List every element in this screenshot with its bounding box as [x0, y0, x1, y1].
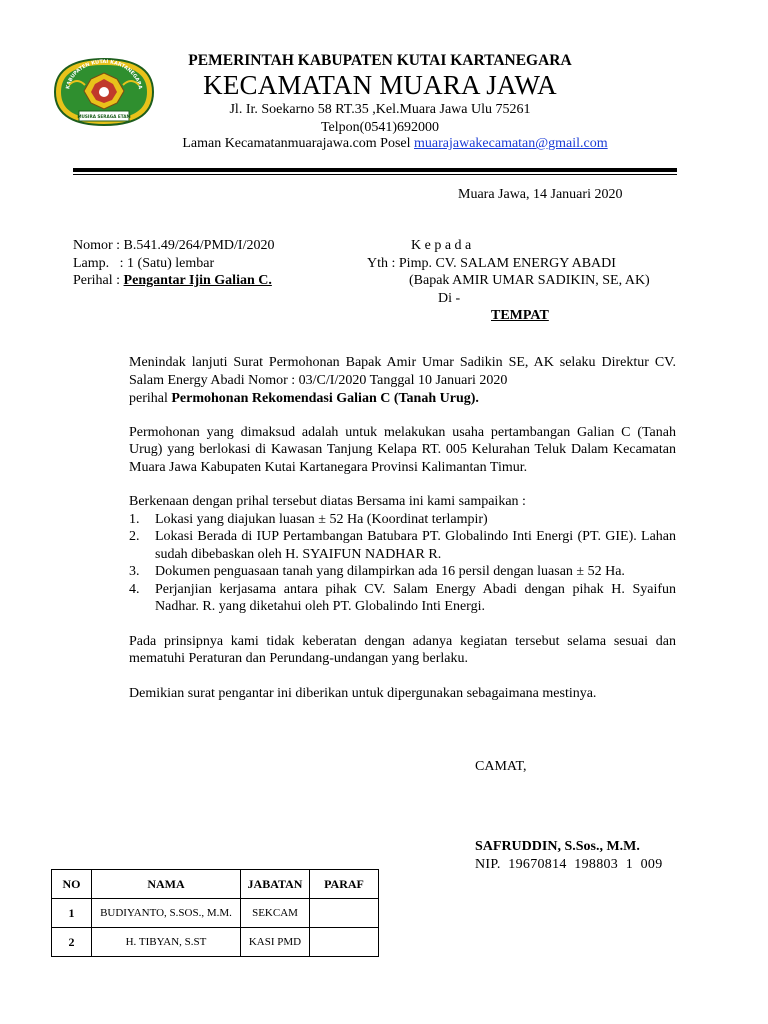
letterhead-government: PEMERINTAH KABUPATEN KUTAI KARTANEGARA — [188, 52, 572, 69]
table-header-row — [52, 870, 379, 899]
list-item-text: Dokumen penguasaan tanah yang dilampirkan ada 16 persil dengan luasan ± 52 Ha. — [155, 564, 625, 579]
list-item-number: 1. — [129, 511, 140, 527]
signature-name: SAFRUDDIN, S.Sos., M.M. — [475, 839, 640, 854]
cell-nama: BUDIYANTO, S.SOS., M.M. — [92, 899, 241, 928]
paraf-table — [51, 869, 379, 957]
cell-nama: H. TIBYAN, S.ST — [92, 928, 241, 957]
signature-nip: NIP. 19670814 198803 1 009 — [475, 857, 663, 872]
recipient-place: TEMPAT — [491, 308, 549, 323]
subject-label: Perihal : — [73, 273, 124, 288]
letterhead-phone: Telpon(0541)692000 — [320, 120, 439, 135]
letterhead-district: KECAMATAN MUARA JAWA — [203, 70, 557, 100]
list-item-number: 2. — [129, 529, 140, 544]
cell-no: 1 — [52, 899, 92, 928]
request-subject: Permohonan Rekomendasi Galian C (Tanah Urug). — [171, 391, 479, 406]
logo-bottom-text: MUSIRA SERAGA ETAM — [77, 114, 131, 119]
list-item — [129, 511, 676, 529]
letter-subject — [73, 272, 274, 290]
email-link[interactable]: muarajawakecamatan@gmail.com — [414, 136, 608, 151]
letterhead-web: Laman Kecamatanmuarajawa.com Posel — [182, 136, 415, 151]
recipient-yth: Yth : Pimp. CV. SALAM ENERGY ABADI — [367, 255, 616, 271]
list-item-number: 4. — [129, 581, 140, 597]
recipient-di: Di - — [438, 290, 461, 306]
signature-title: CAMAT, — [475, 759, 527, 774]
column-header-jabatan: JABATAN — [241, 870, 310, 899]
recipient-block — [367, 237, 650, 325]
cell-jabatan: KASI PMD — [241, 928, 310, 957]
letterhead-address: Jl. Ir. Soekarno 58 RT.35 ,Kel.Muara Jawa Ulu 75261 — [229, 102, 531, 117]
letter-number: Nomor : B.541.49/264/PMD/I/2020 — [73, 238, 275, 253]
paragraph-5: Demikian surat pengantar ini diberikan untuk dipergunakan sebagaimana mestinya. — [129, 685, 597, 701]
recipient-name: (Bapak AMIR UMAR SADIKIN, SE, AK) — [409, 273, 650, 288]
cell-paraf[interactable] — [310, 928, 379, 957]
list-item-text: Lokasi yang diajukan luasan ± 52 Ha (Koordinat terlampir) — [155, 511, 488, 527]
cell-no: 2 — [52, 928, 92, 957]
paragraph-2: Permohonan yang dimaksud adalah untuk melakukan usaha pertambangan Galian C (Tanah Urug) yang berlokasi di Kawasan Tanjung Kelapa RT. 005 Kelurahan Teluk Dalam Kecamatan Muara Jawa Kabupaten Kutai Kartanegara Provinsi Kalimantan Timur. — [129, 424, 676, 475]
list-item — [129, 581, 676, 616]
letterhead-divider-thin — [73, 174, 677, 175]
regency-emblem-icon — [47, 55, 161, 129]
logo-top-text: KABUPATEN KUTAI KARTANEGARA — [65, 58, 143, 90]
cell-jabatan: SEKCAM — [241, 899, 310, 928]
subject-value: Pengantar Ijin Galian C. — [123, 273, 272, 288]
paragraph-1: Menindak lanjuti Surat Permohonan Bapak Amir Umar Sadikin SE, AK selaku Direktur CV. Salam Energy Abadi Nomor : 03/C/I/2020 Tanggal 10 Januari 2020 — [129, 355, 676, 388]
letterhead-divider — [73, 168, 677, 172]
list-item-text: Lokasi Berada di IUP Pertambangan Batubara PT. Globalindo Inti Energi (PT. GIE). Lahan sudah dibebaskan oleh H. SYAIFUN NADHAR R. — [155, 529, 676, 562]
cell-paraf[interactable] — [310, 899, 379, 928]
table-row — [52, 899, 379, 928]
column-header-nama: NAMA — [92, 870, 241, 899]
letterhead-web-email — [160, 136, 630, 152]
letter-attachment: Lamp. : 1 (Satu) lembar — [73, 255, 215, 271]
paragraph-1b-prefix: perihal — [129, 391, 172, 406]
item-list — [129, 511, 676, 616]
list-item-number: 3. — [129, 564, 140, 579]
paragraph-4: Pada prinsipnya kami tidak keberatan dengan adanya kegiatan tersebut selama sesuai dan mematuhi Peraturan dan Perundang-undangan yang berlaku. — [129, 633, 676, 666]
recipient-kepada: K e p a d a — [411, 238, 472, 253]
paragraph-1b — [129, 390, 676, 408]
list-item — [129, 528, 676, 563]
column-header-paraf: PARAF — [310, 870, 379, 899]
letter-body — [129, 354, 676, 702]
letter-meta — [73, 237, 274, 290]
list-item-text: Perjanjian kerjasama antara pihak CV. Salam Energy Abadi dengan pihak H. Syaifun Nadhar. R. yang diketahui oleh PT. Globalindo Inti Energi. — [155, 581, 676, 614]
list-item — [129, 563, 676, 581]
table-row — [52, 928, 379, 957]
paragraph-3: Berkenaan dengan prihal tersebut diatas Bersama ini kami sampaikan : — [129, 494, 526, 509]
letter-date: Muara Jawa, 14 Januari 2020 — [458, 187, 623, 202]
column-header-no: NO — [52, 870, 92, 899]
